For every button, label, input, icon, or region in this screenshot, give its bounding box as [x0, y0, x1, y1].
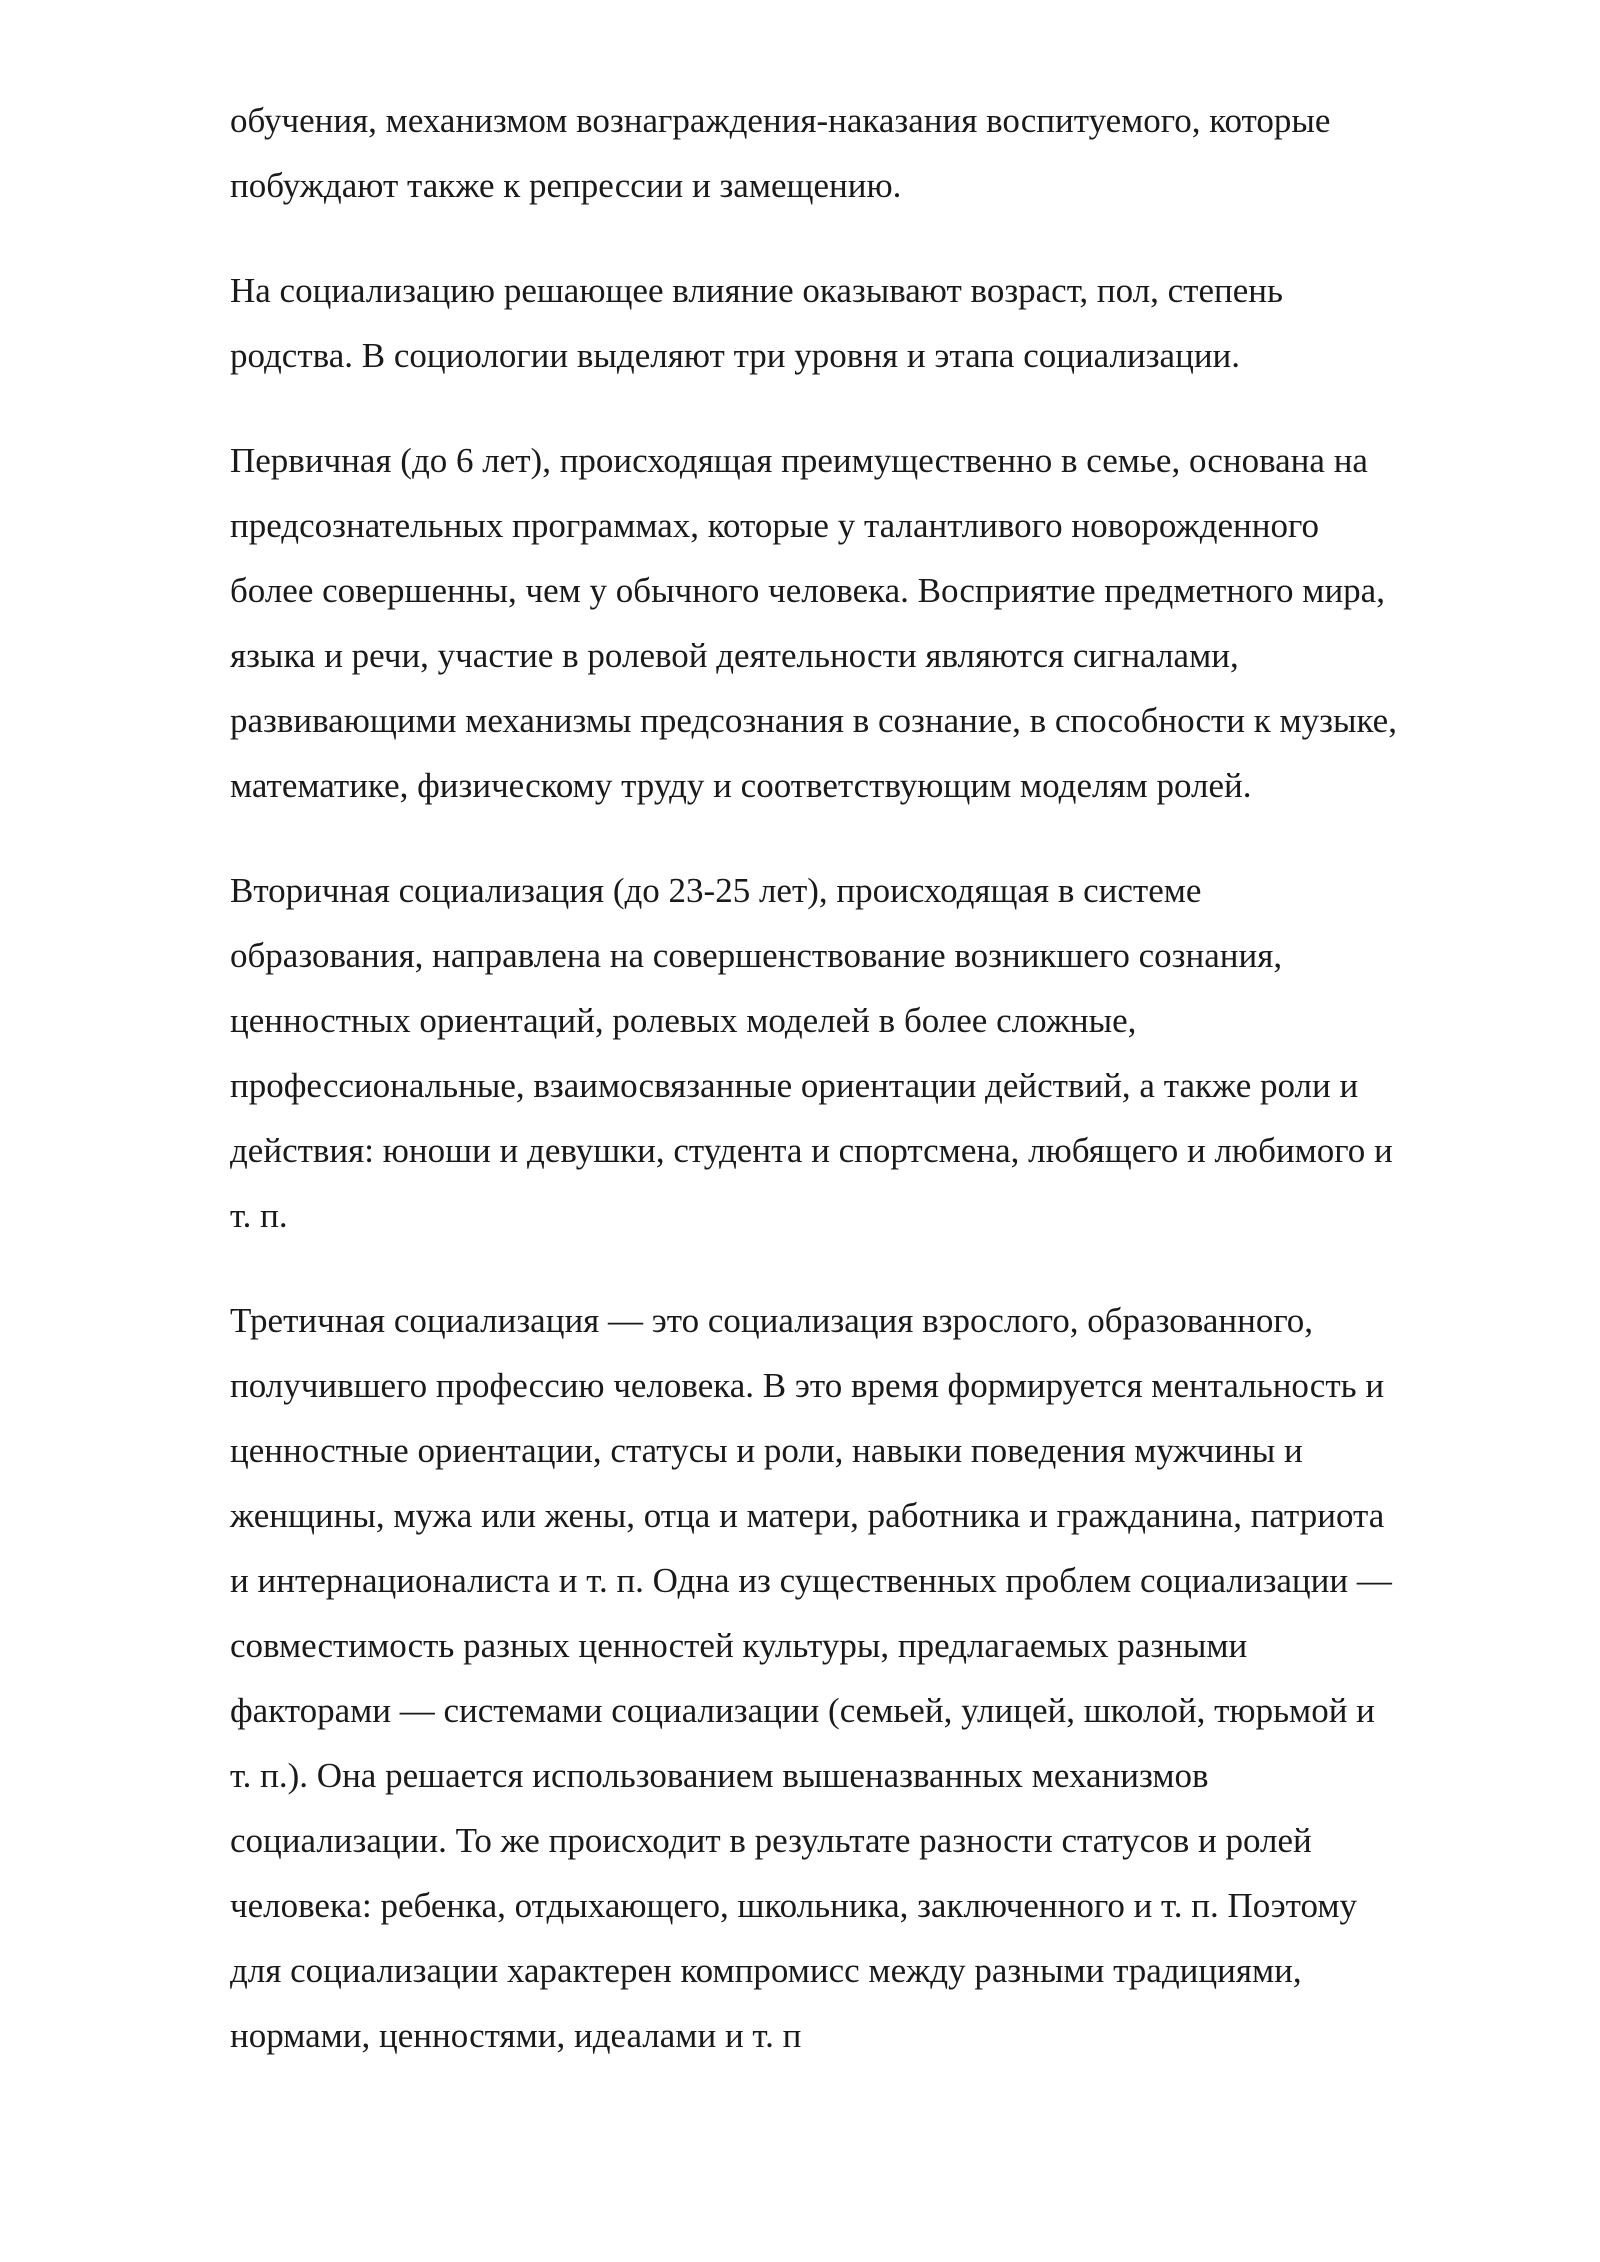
- text-line: более совершенны, чем у обычного человека. Восприятие предметного мира,: [230, 571, 1385, 610]
- paragraph-1: [230, 88, 1510, 218]
- paragraph-2: [230, 258, 1510, 388]
- text-line: Вторичная социализация (до 23-25 лет), происходящая в системе: [230, 871, 1202, 910]
- text-line: т. п.: [230, 1196, 288, 1235]
- text-line: побуждают также к репрессии и замещению.: [230, 166, 902, 205]
- text-line: математике, физическому труду и соответствующим моделям ролей.: [230, 766, 1252, 805]
- text-line: образования, направлена на совершенствование возникшего сознания,: [230, 936, 1283, 975]
- text-line: родства. В социологии выделяют три уровня и этапа социализации.: [230, 336, 1241, 375]
- document-body: [230, 88, 1510, 2108]
- paragraph-secondary-socialization: [230, 858, 1510, 1248]
- text-line: Первичная (до 6 лет), происходящая преимущественно в семье, основана на: [230, 441, 1368, 480]
- text-line: обучения, механизмом вознаграждения-наказания воспитуемого, которые: [230, 101, 1331, 140]
- text-line: языка и речи, участие в ролевой деятельности являются сигналами,: [230, 636, 1239, 675]
- text-line: ценностные ориентации, статусы и роли, навыки поведения мужчины и: [230, 1431, 1303, 1470]
- text-line: Третичная социализация — это социализация взрослого, образованного,: [230, 1301, 1314, 1340]
- text-line: развивающими механизмы предсознания в сознание, в способности к музыке,: [230, 701, 1397, 740]
- text-line: женщины, мужа или жены, отца и матери, работника и гражданина, патриота: [230, 1496, 1385, 1535]
- text-line: социализации. То же происходит в результате разности статусов и ролей: [230, 1821, 1312, 1860]
- paragraph-primary-socialization: [230, 428, 1510, 818]
- text-line: действия: юноши и девушки, студента и спортсмена, любящего и любимого и: [230, 1131, 1393, 1170]
- text-line: На социализацию решающее влияние оказывают возраст, пол, степень: [230, 271, 1283, 310]
- text-line: для социализации характерен компромисс между разными традициями,: [230, 1951, 1302, 1990]
- text-line: совместимость разных ценностей культуры, предлагаемых разными: [230, 1626, 1248, 1665]
- text-line: нормами, ценностями, идеалами и т. п: [230, 2016, 802, 2055]
- text-line: т. п.). Она решается использованием вышеназванных механизмов: [230, 1756, 1209, 1795]
- text-line: профессиональные, взаимосвязанные ориентации действий, а также роли и: [230, 1066, 1359, 1105]
- text-line: ценностных ориентаций, ролевых моделей в более сложные,: [230, 1001, 1137, 1040]
- text-line: предсознательных программах, которые у талантливого новорожденного: [230, 506, 1319, 545]
- text-line: человека: ребенка, отдыхающего, школьника, заключенного и т. п. Поэтому: [230, 1886, 1357, 1925]
- paragraph-tertiary-socialization: [230, 1288, 1510, 2068]
- text-line: и интернационалиста и т. п. Одна из существенных проблем социализации —: [230, 1561, 1392, 1600]
- text-line: получившего профессию человека. В это время формируется ментальность и: [230, 1366, 1385, 1405]
- text-line: факторами — системами социализации (семьей, улицей, школой, тюрьмой и: [230, 1691, 1375, 1730]
